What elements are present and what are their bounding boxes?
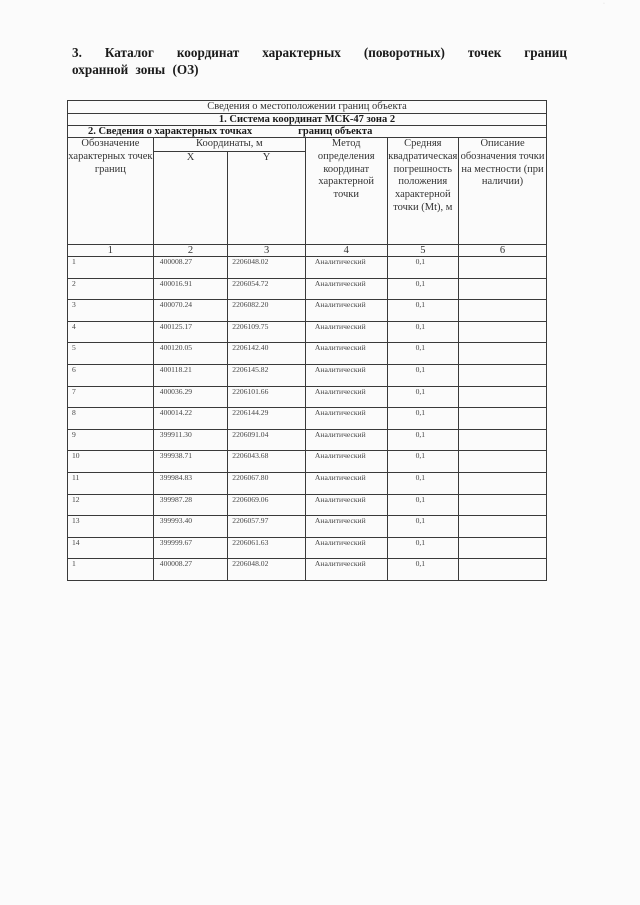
section-caption-part-a: 2. Сведения о характерных точках (88, 126, 253, 137)
cell-y: 2206057.97 (228, 516, 306, 538)
cell-method: Аналитический (305, 257, 387, 279)
cell-method: Аналитический (305, 386, 387, 408)
cell-x: 399999.67 (153, 537, 228, 559)
table-title: Сведения о местоположении границ объекта (68, 101, 547, 114)
cell-x: 399993.40 (153, 516, 228, 538)
cell-description (459, 408, 547, 430)
cell-error: 0,1 (387, 321, 458, 343)
cell-point-id: 8 (68, 408, 154, 430)
cell-description (459, 494, 547, 516)
header-method: Метод определения координат характерной точки (305, 138, 387, 245)
table-row (68, 257, 547, 279)
cell-error: 0,1 (387, 300, 458, 322)
cell-y: 2206061.63 (228, 537, 306, 559)
cell-y: 2206054.72 (228, 278, 306, 300)
cell-method: Аналитический (305, 494, 387, 516)
table-row (68, 408, 547, 430)
cell-x: 399911.30 (153, 429, 228, 451)
heading-line-2: охранной зоны (ОЗ) (72, 62, 199, 77)
cell-method: Аналитический (305, 343, 387, 365)
cell-error: 0,1 (387, 386, 458, 408)
header-mean-square-error: Средняя квадратическая погрешность положения характерной точки (Mt), м (387, 138, 458, 245)
cell-point-id: 7 (68, 386, 154, 408)
cell-description (459, 343, 547, 365)
column-number-3: 3 (228, 245, 306, 257)
cell-method: Аналитический (305, 472, 387, 494)
cell-method: Аналитический (305, 451, 387, 473)
cell-y: 2206082.20 (228, 300, 306, 322)
cell-error: 0,1 (387, 451, 458, 473)
cell-error: 0,1 (387, 278, 458, 300)
cell-x: 400120.05 (153, 343, 228, 365)
cell-x: 400016.91 (153, 278, 228, 300)
cell-y: 2206067.80 (228, 472, 306, 494)
cell-description (459, 386, 547, 408)
cell-y: 2206144.29 (228, 408, 306, 430)
cell-error: 0,1 (387, 429, 458, 451)
cell-description (459, 257, 547, 279)
table-row (68, 278, 547, 300)
column-number-6: 6 (459, 245, 547, 257)
table-row (68, 364, 547, 386)
cell-point-id: 2 (68, 278, 154, 300)
cell-x: 399987.28 (153, 494, 228, 516)
cell-error: 0,1 (387, 343, 458, 365)
header-y: Y (228, 151, 306, 244)
section-caption (68, 126, 547, 138)
cell-x: 400008.27 (153, 559, 228, 581)
cell-error: 0,1 (387, 408, 458, 430)
column-number-5: 5 (387, 245, 458, 257)
cell-point-id: 5 (68, 343, 154, 365)
coordinate-system: 1. Система координат МСК-47 зона 2 (68, 114, 547, 126)
section-caption-part-b: границ объекта (298, 126, 373, 137)
cell-point-id: 3 (68, 300, 154, 322)
coordinates-catalog-table (67, 100, 547, 581)
cell-error: 0,1 (387, 257, 458, 279)
table-row (68, 537, 547, 559)
cell-method: Аналитический (305, 278, 387, 300)
column-number-2: 2 (153, 245, 228, 257)
cell-point-id: 1 (68, 257, 154, 279)
cell-y: 2206142.40 (228, 343, 306, 365)
cell-description (459, 537, 547, 559)
cell-point-id: 9 (68, 429, 154, 451)
cell-point-id: 4 (68, 321, 154, 343)
column-number-1: 1 (68, 245, 154, 257)
table-row (68, 516, 547, 538)
cell-description (459, 300, 547, 322)
cell-method: Аналитический (305, 537, 387, 559)
cell-method: Аналитический (305, 516, 387, 538)
header-point-description: Описание обозначения точки на местности (при наличии) (459, 138, 547, 245)
cell-y: 2206145.82 (228, 364, 306, 386)
table-row (68, 321, 547, 343)
cell-error: 0,1 (387, 537, 458, 559)
cell-method: Аналитический (305, 408, 387, 430)
cell-description (459, 559, 547, 581)
cell-x: 400118.21 (153, 364, 228, 386)
cell-x: 400070.24 (153, 300, 228, 322)
cell-description (459, 364, 547, 386)
table-row (68, 300, 547, 322)
cell-method: Аналитический (305, 321, 387, 343)
cell-x: 400008.27 (153, 257, 228, 279)
column-number-4: 4 (305, 245, 387, 257)
table-row (68, 343, 547, 365)
cell-point-id: 14 (68, 537, 154, 559)
table-row (68, 472, 547, 494)
header-point-designation: Обозначение характерных точек границ (68, 138, 154, 245)
section-heading (72, 44, 567, 78)
cell-x: 399984.83 (153, 472, 228, 494)
table-row (68, 559, 547, 581)
cell-point-id: 6 (68, 364, 154, 386)
cell-method: Аналитический (305, 364, 387, 386)
cell-x: 400014.22 (153, 408, 228, 430)
cell-error: 0,1 (387, 494, 458, 516)
cell-x: 399938.71 (153, 451, 228, 473)
cell-x: 400125.17 (153, 321, 228, 343)
cell-description (459, 516, 547, 538)
cell-method: Аналитический (305, 429, 387, 451)
table-row (68, 429, 547, 451)
cell-point-id: 12 (68, 494, 154, 516)
cell-description (459, 451, 547, 473)
table-row (68, 494, 547, 516)
table-row (68, 386, 547, 408)
cell-description (459, 321, 547, 343)
header-coordinates: Координаты, м (153, 138, 305, 152)
cell-method: Аналитический (305, 559, 387, 581)
scan-mark: · (603, 1, 605, 7)
cell-error: 0,1 (387, 559, 458, 581)
cell-error: 0,1 (387, 472, 458, 494)
cell-method: Аналитический (305, 300, 387, 322)
cell-point-id: 11 (68, 472, 154, 494)
table-row (68, 451, 547, 473)
cell-error: 0,1 (387, 364, 458, 386)
cell-description (459, 472, 547, 494)
header-x: X (153, 151, 228, 244)
cell-description (459, 278, 547, 300)
cell-error: 0,1 (387, 516, 458, 538)
cell-point-id: 13 (68, 516, 154, 538)
cell-point-id: 10 (68, 451, 154, 473)
cell-point-id: 1 (68, 559, 154, 581)
cell-y: 2206101.66 (228, 386, 306, 408)
cell-y: 2206048.02 (228, 559, 306, 581)
cell-y: 2206109.75 (228, 321, 306, 343)
cell-description (459, 429, 547, 451)
cell-x: 400036.29 (153, 386, 228, 408)
heading-line-1: 3. Каталог координат характерных (поворотных) точек границ (72, 45, 567, 60)
cell-y: 2206069.06 (228, 494, 306, 516)
cell-y: 2206043.68 (228, 451, 306, 473)
cell-y: 2206048.02 (228, 257, 306, 279)
cell-y: 2206091.04 (228, 429, 306, 451)
